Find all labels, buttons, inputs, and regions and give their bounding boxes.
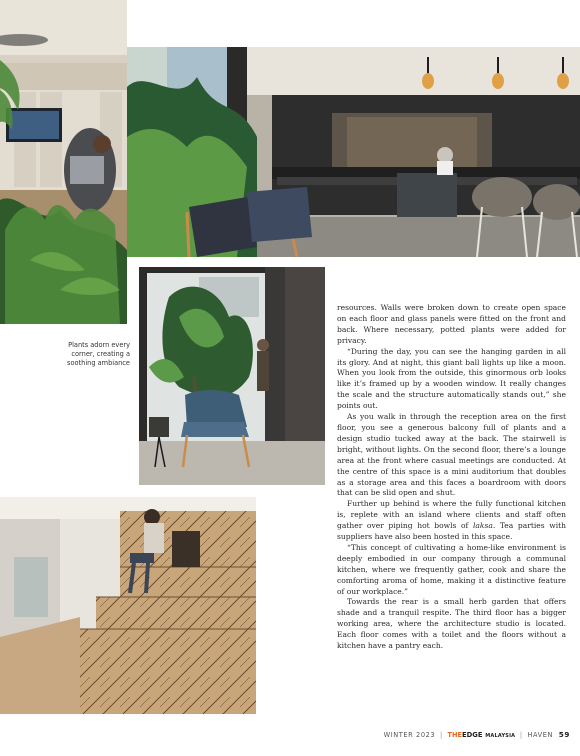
article-text: . Tea parties with suppliers have also been hosted in this space. — [337, 521, 567, 542]
article-paragraph: “During the day, you can see the hanging garden in all its glory. And at night, this giant ball lights up like a moon. When you look from the outside, this ginormous orb looks like it’s framed up by a wooden window. It really changes the scale and the structure automatically stands out,” she points out. — [337, 346, 566, 411]
issue-label: WINTER 2023 — [383, 731, 436, 739]
article-body — [337, 303, 566, 652]
brand-the: THE — [447, 731, 462, 739]
article-text: Further up behind is where the fully functional kitchen is, replete with an island where clients and staff often gather over piping hot bowls of — [337, 499, 566, 531]
caption-line: corner, creating a — [71, 350, 130, 359]
staircase-photo — [0, 497, 256, 714]
article-emphasis: laksa — [472, 521, 493, 531]
kitchen-photo — [127, 47, 580, 257]
page-footer — [380, 730, 570, 739]
footer-separator: | — [519, 731, 523, 739]
article-paragraph: resources. Walls were broken down to create open space on each floor and glass panels were fitted on the front and back. Where necessary, potted plants were added for privacy. — [337, 303, 566, 345]
article-paragraph: Towards the rear is a small herb garden that offers shade and a tranquil respite. The third floor has a bigger working area, where the architecture studio is located. Each floor comes with a toilet and the floors without a kitchen have a pantry each. — [337, 597, 566, 651]
footer-separator: | — [439, 731, 443, 739]
caption-line: soothing ambiance — [67, 359, 130, 368]
living-room-photo — [0, 0, 127, 324]
article-paragraph — [337, 499, 566, 543]
section-label: HAVEN — [527, 731, 554, 739]
article-paragraph: “This concept of cultivating a home-like environment is deeply embodied in our company through a communal kitchen, where we frequently gather, cook and share the comforting aroma of home, making it a distinctive feature of our workplace.” — [337, 542, 566, 596]
page-number: 59 — [558, 730, 570, 739]
photo-caption — [40, 341, 130, 369]
article-paragraph: As you walk in through the reception area on the first floor, you see a generous balcony full of plants and a design studio tucked away at the back. The stairwell is bright, without lights. On the second floor, there’s a lounge area at the front where casual meetings are conducted. At the centre of this space is a mini auditorium that doubles as a storage area and this faces a boardroom with doors that can be slid open and shut. — [337, 412, 566, 498]
brand-country: MALAYSIA — [485, 733, 516, 739]
brand-edge: EDGE — [462, 731, 483, 739]
balcony-photo — [139, 267, 325, 485]
caption-line: Plants adorn every — [68, 341, 130, 349]
